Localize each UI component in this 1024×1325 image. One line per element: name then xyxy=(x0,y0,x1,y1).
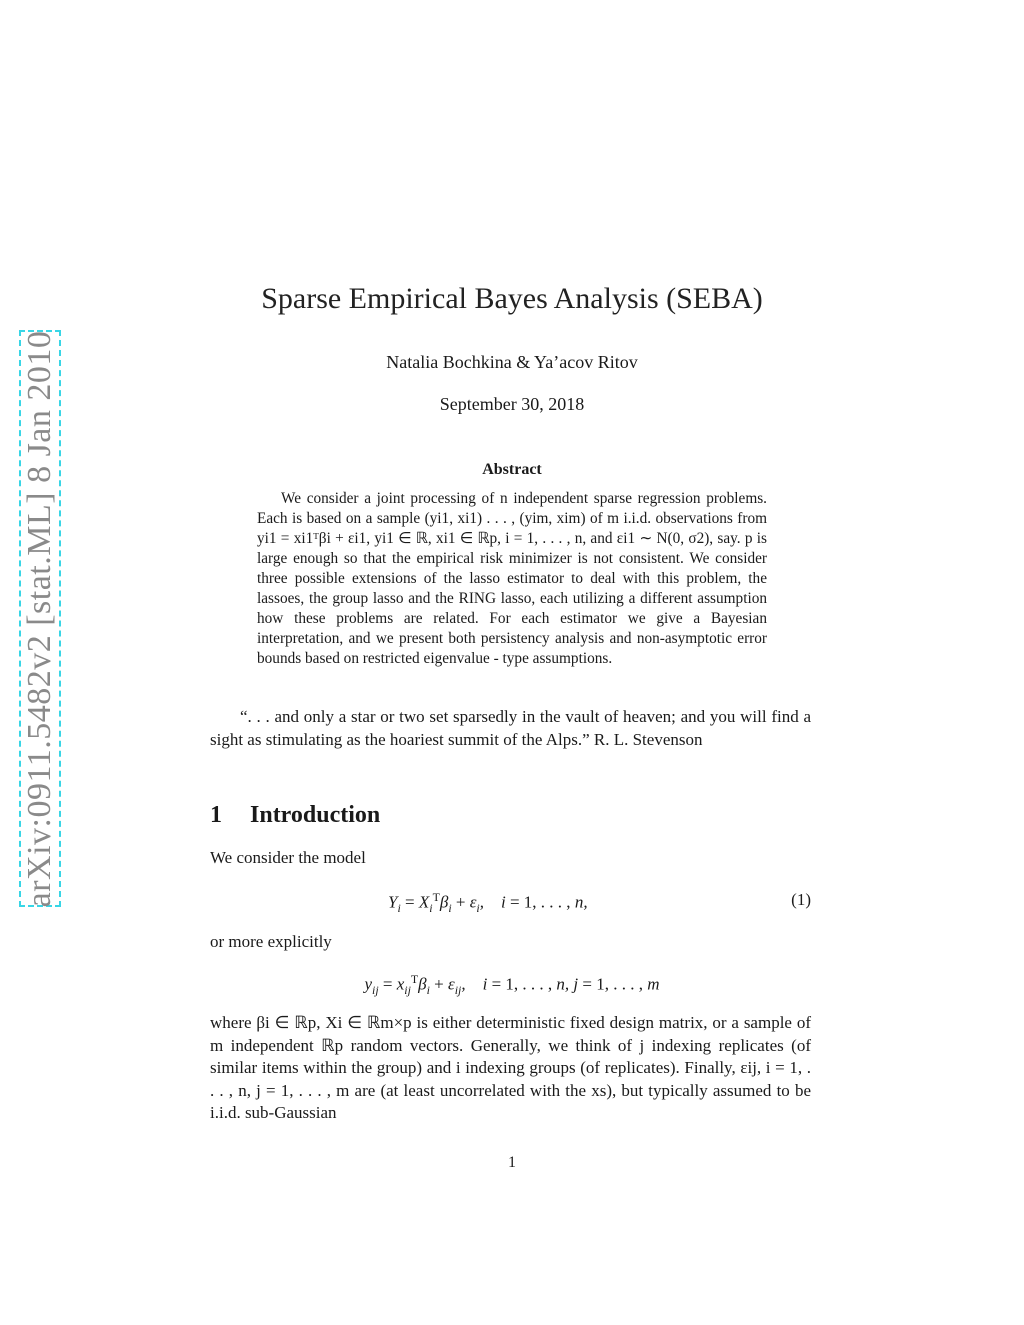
arxiv-id-text: arXiv:0911.5482v2 [stat.ML] 8 Jan 2010 xyxy=(21,330,58,907)
paper-authors: Natalia Bochkina & Ya’acov Ritov xyxy=(386,352,638,372)
paper-title: Sparse Empirical Bayes Analysis (SEBA) xyxy=(261,282,763,315)
equation-1-label: (1) xyxy=(791,890,811,909)
section-number: 1 xyxy=(210,802,222,828)
abstract-heading: Abstract xyxy=(482,461,542,478)
equation-2: $y_{ij} = x_{ij}^T\beta_i + \varepsilon_{ij}$, i = 1, . . . , n, j = 1, . . . , m xyxy=(364,972,660,998)
paper-date: September 30, 2018 xyxy=(439,394,585,414)
epigraph-quote: “. . . and only a star or two set sparsedly in the vault of heaven; and you will find a sight as stimulating as the hoariest summit of the Alps.” R. L. Stevenson xyxy=(210,707,811,749)
intro-paragraph-2: or more explicitly xyxy=(210,932,332,951)
abstract-text: We consider a joint processing of n independent sparse regression problems. Each is based on a sample (yi1, xi1) . . . , (yim, xim) of m i.i.d. observations from yi1 = xi1ᵀβi + εi1, yi1 ∈ ℝ, xi1 ∈ ℝp, i = 1, . . . , n, and εi1 ∼ N(0, σ2), say. p is large enough so that the empirical risk minimizer is not consistent. We consider three possible extensions of the lasso estimator to deal with this problem, the lassoes, the group lasso and the RING lasso, each utilizing a different assumption how these problems are related. For each estimator we give a Bayesian interpretation, and we present both persistency analysis and non-asymptotic error bounds based on restricted eigenvalue - type assumptions. xyxy=(257,490,767,667)
section-heading-introduction xyxy=(210,802,380,829)
intro-paragraph-3: where βi ∈ ℝp, Xi ∈ ℝm×p is either deterministic fixed design matrix, or a sample of m independent ℝp random vectors. Generally, we think of j indexing replicates (of similar items within the group) and i indexing groups (of replicates). Finally, εij, i = 1, . . . , n, j = 1, . . . , m are (at least uncorrelated with the xs), but typically assumed to be i.i.d. sub-Gaussian xyxy=(210,1013,811,1122)
arxiv-side-stamp xyxy=(19,330,61,907)
page-number: 1 xyxy=(508,1154,516,1171)
equation-1-formula: $Y_i = X_i^T\beta_i + \varepsilon_i$, i = 1, . . . , n, xyxy=(388,890,588,916)
intro-paragraph-1: We consider the model xyxy=(210,848,366,867)
section-title: Introduction xyxy=(250,802,381,828)
